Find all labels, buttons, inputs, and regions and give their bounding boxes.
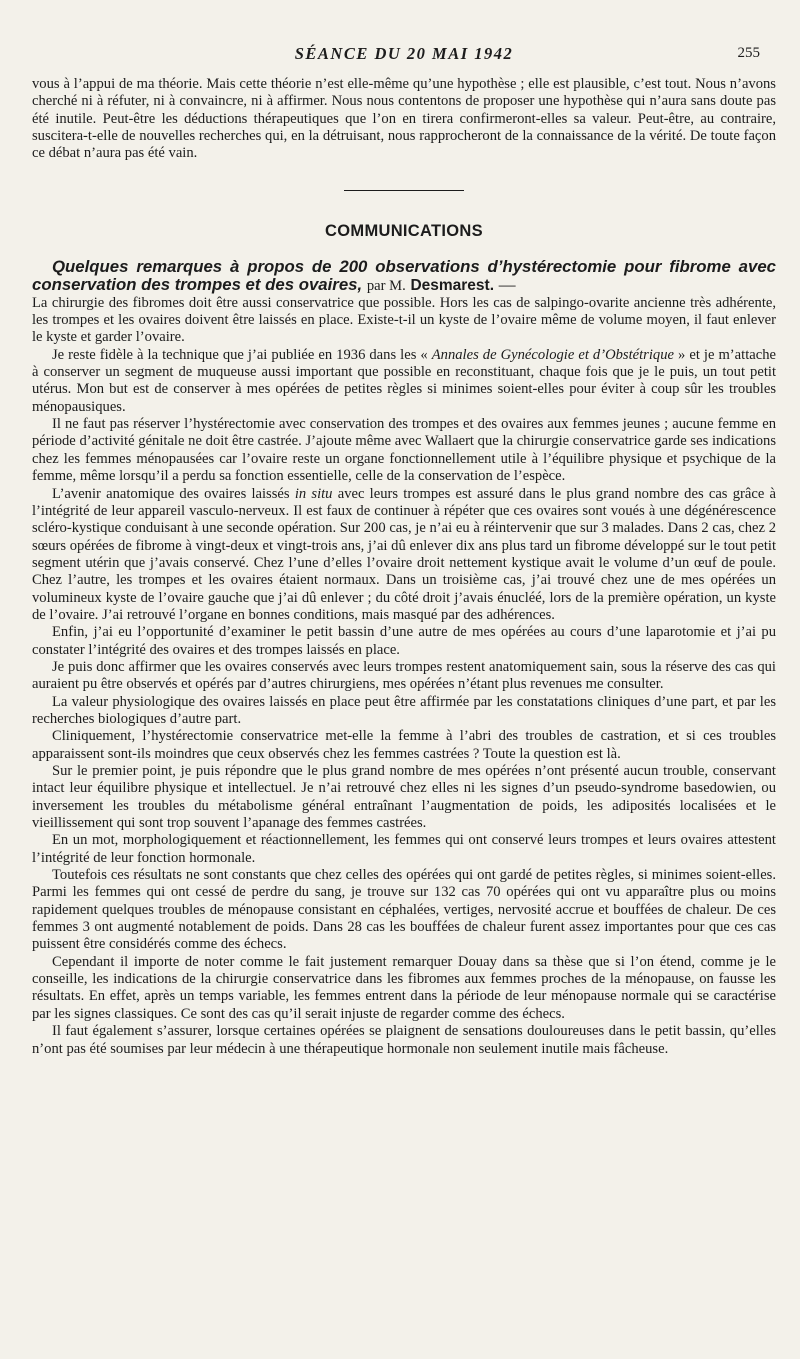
paragraph-3: Il ne faut pas réserver l’hystérectomie avec conservation des trompes et des ovaires aux femmes jeunes ; aucune femme en période d’activité génitale ne doit être castrée. J’ajoute même avec Wallaert que la chirurgie conservatrice garde ses indications chez les femmes ménopausées car l’ovaire reste un organe fonctionnellement utile à l’équilibre physique et psychique de la femme, même lorsqu’il a perdu sa fonction essentielle, celle de la conservation de l’espèce. [32,416,776,485]
paragraph-7: La valeur physiologique des ovaires laissés en place peut être affirmée par les constatations cliniques d’une part, et par les recherches biologiques d’autre part. [32,693,776,727]
section-heading: COMMUNICATIONS [325,221,483,240]
running-head [32,44,776,70]
paragraph-2-start: Je reste fidèle à la technique que j’ai publiée en 1936 dans les « [52,346,428,363]
paragraph-9: Sur le premier point, je puis répondre que le plus grand nombre de mes opérées n’ont présenté aucun trouble, conservant intact leur équilibre physique et intellectuel. Je n’ai retrouvé chez elles ni les signes d’un pseudo-syndrome basedowien, ou inversement les troubles du métabolisme général entraînant l’augmentation de poids, les adiposités localisées et le vieillissement qui sont trop souvent l’apanage des femmes castrées. [32,763,776,832]
section-divider [344,190,464,191]
paragraph-11: Toutefois ces résultats ne sont constants que chez celles des opérées qui ont gardé de petites règles, si minimes soient-elles. Parmi les femmes qui ont cessé de perdre du sang, je trouve sur 132 cas 70 opérées qui ont vu apparaître plus ou moins rapidement quelques troubles de ménopause consistant en céphalées, vertiges, nervosité accrue et bouffées de chaleur. De ces femmes 3 ont augmenté notablement de poids. Dans 28 cas les bouffées de chaleur furent assez importantes pour que ces cas puissent être considérés comme des échecs. [32,867,776,953]
page-number: 255 [737,45,760,61]
paragraph-4 [32,486,776,625]
paragraph-8: Cliniquement, l’hystérectomie conservatrice met-elle la femme à l’abri des troubles de castration, et si ces troubles apparaissent sont-ils moindres que ceux observés chez les femmes castrées ? Toute la question est là. [32,728,776,762]
article-title: Quelques remarques à propos de 200 observations d’hystérectomie pour fibrome avec conservation des trompes et des ovaires, [32,256,776,294]
paragraph-4-end: avec leurs trompes est assuré dans le plus grand nombre des cas grâce à l’intégrité de leur appareil vasculo-nerveux. Il est faux de continuer à répéter que ces ovaires sont voués à une dégénérescence scléro-kystique conduisant à une seconde opération. Sur 200 cas, je n’ai eu à réintervenir que sur 3 malades. Dans 2 cas, chez 2 sœurs opérées de fibrome à vingt-deux et vingt-trois ans, j’ai dû enlever dix ans plus tard un fibrome développé sur le tout petit segment utérin que j’avais conservé. Chez l’une d’elles l’ovaire droit nettement kystique avait le volume d’un œuf de poule. Chez l’autre, les trompes et les ovaires étaient normaux. Dans un troisième cas, j’ai trouvé chez une de mes opérées un volumineux kyste de l’ovaire gauche que j’ai dû enlever ; du côté droit j’avais énucléé, lors de la première opération, un kyste de l’ovaire. J’ai retrouvé l’organe en bonnes conditions, mais masqué par des adhérences. [32,485,776,623]
journal-name: Annales de Gynécologie et d’Obstétrique [431,346,674,363]
intro-paragraph: vous à l’appui de ma théorie. Mais cette théorie n’est elle-même qu’une hypothèse ; elle est plausible, c’est tout. Nous n’avons cherché ni à réfuter, ni à convaincre, ni à affirmer. Nous nous contentons de proposer une hypothèse qui n’aura sans doute pas été inutile. Peut-être les déductions thérapeutiques que l’on en tirera confirmeront-elles sa valeur. Peut-être, au contraire, suscitera-t-elle de nouvelles recherches qui, en la détruisant, nous rapprocheront de la connaissance de la vérité. De toute façon ce débat n’aura pas été vain. [32,76,776,162]
paragraph-4-start: L’avenir anatomique des ovaires laissés [52,485,290,502]
title-dash: — [498,274,516,294]
paragraph-13: Il faut également s’assurer, lorsque certaines opérées se plaignent de sensations douloureuses dans le petit bassin, qu’elles n’ont pas été soumises par leur médecin à une thérapeutique hormonale non seulement inutile mais fâcheuse. [32,1023,776,1057]
paragraph-2-end: » et je m’attache à conserver un segment de muqueuse aussi important que possible en reconstituant, chaque fois que je le puis, un tout petit utérus. Mon but est de conserver à mes opérées de petites règles si minimes soient-elles pour éviter à coup sûr les troubles ménopausiques. [32,346,776,415]
byline-prefix: par M. [366,277,406,294]
paragraph-10: En un mot, morphologiquement et réactionnellement, les femmes qui ont conservé leurs trompes et leurs ovaires attestent l’intégrité de leur fonction hormonale. [32,832,776,866]
paragraph-12: Cependant il importe de noter comme le fait justement remarquer Douay dans sa thèse que si l’on étend, comme je le conseille, les indications de la chirurgie conservatrice dans les fibromes aux femmes proches de la ménopause, on fausse les résultats. En effet, après un temps variable, les femmes entrent dans la période de leur ménopause normale qui se caractérise par les signes classiques. Ce sont des cas qu’il serait injuste de regarder comme des échecs. [32,953,776,1022]
article-title-block [32,258,776,295]
paragraph-6: Je puis donc affirmer que les ovaires conservés avec leurs trompes restent anatomiquement sain, sous la réserve des cas qui auraient pu être observés et opérés par d’autres chirurgiens, mes opérées n’étant plus revenues me consulter. [32,658,776,693]
paragraph-5: Enfin, j’ai eu l’opportunité d’examiner le petit bassin d’une autre de mes opérées au cours d’une laparotomie et j’ai pu constater l’intégrité des ovaires et des trompes laissés en place. [32,624,776,658]
article-author: Desmarest. [410,276,495,294]
in-situ-term: in situ [294,485,333,502]
running-title: SÉANCE DU 20 MAI 1942 [294,44,514,63]
paragraph-2 [32,347,776,416]
paragraph-1: La chirurgie des fibromes doit être aussi conservatrice que possible. Hors les cas de salpingo-ovarite ancienne très adhérente, les trompes et les ovaires doivent être laissés en place. Existe-t-il un kyste de l’ovaire même de volume moyen, il faut enlever le kyste et garder l’ovaire. [32,294,776,346]
